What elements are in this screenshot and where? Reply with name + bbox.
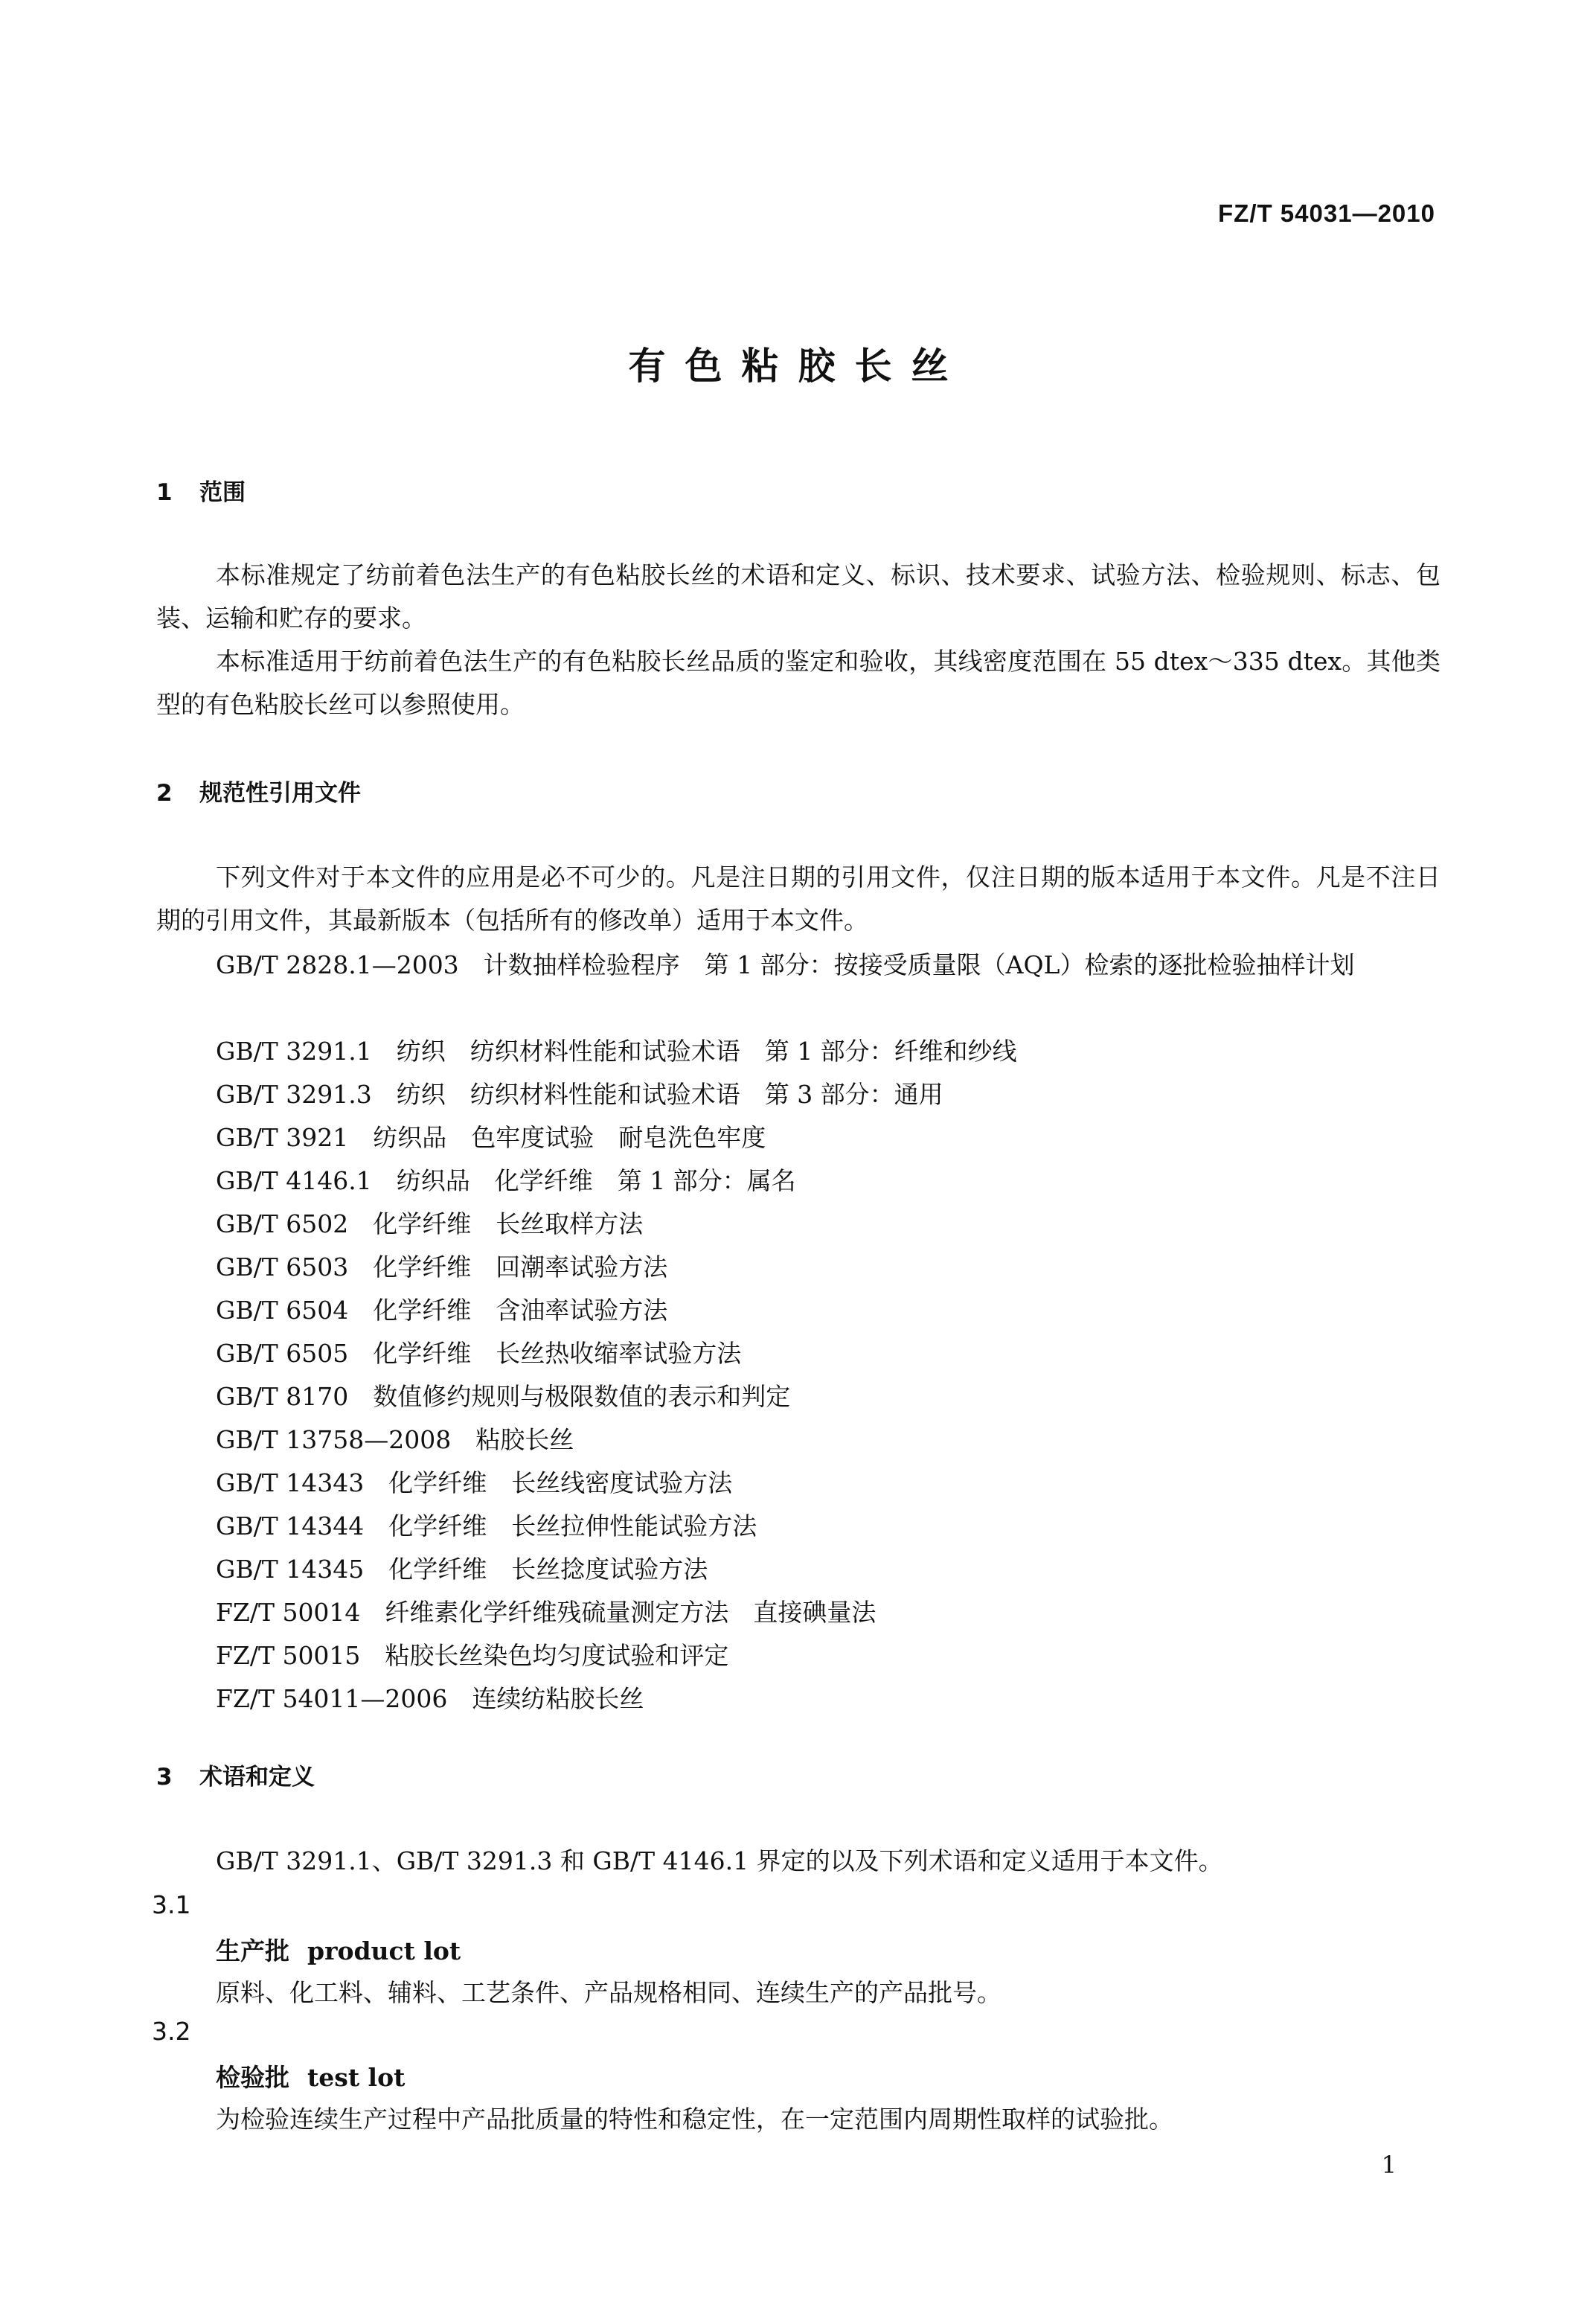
term-heading [216,1932,461,1967]
term-chinese: 生产批 [216,1936,289,1965]
reference-item: FZ/T 50014 纤维素化学纤维残硫量测定方法 直接碘量法 [216,1598,876,1627]
section-number: 1 [156,479,173,506]
section-1-paragraph-2: 本标准适用于纺前着色法生产的有色粘胶长丝品质的鉴定和验收，其线密度范围在 55 dtex～335 dtex。其他类型的有色粘胶长丝可以参照使用。 [156,647,1440,719]
section-3-heading [156,1758,315,1791]
term-definition: 原料、化工料、辅料、工艺条件、产品规格相同、连续生产的产品批号。 [216,1978,1001,2007]
section-number: 3 [156,1764,173,1791]
reference-item: GB/T 6502 化学纤维 长丝取样方法 [216,1209,644,1238]
section-title: 范围 [199,479,246,506]
reference-item: GB/T 8170 数值修约规则与极限数值的表示和判定 [216,1382,791,1411]
section-2-paragraph-1: 下列文件对于本文件的应用是必不可少的。凡是注日期的引用文件，仅注日期的版本适用于本文件。凡是不注日期的引用文件，其最新版本（包括所有的修改单）适用于本文件。 [156,863,1440,935]
reference-list [216,1030,1017,1721]
reference-item-first: GB/T 2828.1—2003 计数抽样检验程序 第 1 部分：按接受质量限（AQL）检索的逐批检验抽样计划 [216,950,1355,979]
term-english: product lot [307,1936,461,1965]
term-number: 3.2 [152,2017,191,2046]
term-english: test lot [307,2063,406,2092]
section-number: 2 [156,780,173,807]
page-title: 有色粘胶长丝 [628,345,968,388]
reference-item: GB/T 3291.1 纺织 纺织材料性能和试验术语 第 1 部分：纤维和纱线 [216,1037,1017,1066]
section-1-heading [156,473,246,507]
section-1-paragraph-1: 本标准规定了纺前着色法生产的有色粘胶长丝的术语和定义、标识、技术要求、试验方法、检验规则、标志、包装、运输和贮存的要求。 [156,560,1440,633]
reference-item: GB/T 13758—2008 粘胶长丝 [216,1425,574,1454]
reference-item: GB/T 6504 化学纤维 含油率试验方法 [216,1296,668,1325]
reference-item: GB/T 3291.3 纺织 纺织材料性能和试验术语 第 3 部分：通用 [216,1080,943,1109]
section-title: 规范性引用文件 [199,780,361,807]
reference-item: GB/T 6505 化学纤维 长丝热收缩率试验方法 [216,1339,742,1368]
reference-item: GB/T 4146.1 纺织品 化学纤维 第 1 部分：属名 [216,1166,796,1195]
section-2-heading [156,774,361,807]
section-title: 术语和定义 [199,1764,315,1791]
reference-item: GB/T 3921 纺织品 色牢度试验 耐皂洗色牢度 [216,1123,766,1152]
reference-item: GB/T 14343 化学纤维 长丝线密度试验方法 [216,1468,733,1497]
term-definition: 为检验连续生产过程中产品批质量的特性和稳定性，在一定范围内周期性取样的试验批。 [216,2105,1173,2134]
reference-item: FZ/T 54011—2006 连续纺粘胶长丝 [216,1684,644,1713]
standard-code: FZ/T 54031—2010 [1218,199,1435,227]
term-number: 3.1 [152,1890,191,1919]
page-number: 1 [1381,2151,1397,2179]
section-3-paragraph-1: GB/T 3291.1、GB/T 3291.3 和 GB/T 4146.1 界定的以及下列术语和定义适用于本文件。 [216,1846,1223,1875]
term-chinese: 检验批 [216,2063,289,2092]
reference-item: GB/T 14344 化学纤维 长丝拉伸性能试验方法 [216,1511,757,1540]
term-heading [216,2058,405,2093]
reference-item: GB/T 6503 化学纤维 回潮率试验方法 [216,1252,668,1282]
reference-item: GB/T 14345 化学纤维 长丝捻度试验方法 [216,1555,708,1584]
reference-item: FZ/T 50015 粘胶长丝染色均匀度试验和评定 [216,1641,729,1670]
